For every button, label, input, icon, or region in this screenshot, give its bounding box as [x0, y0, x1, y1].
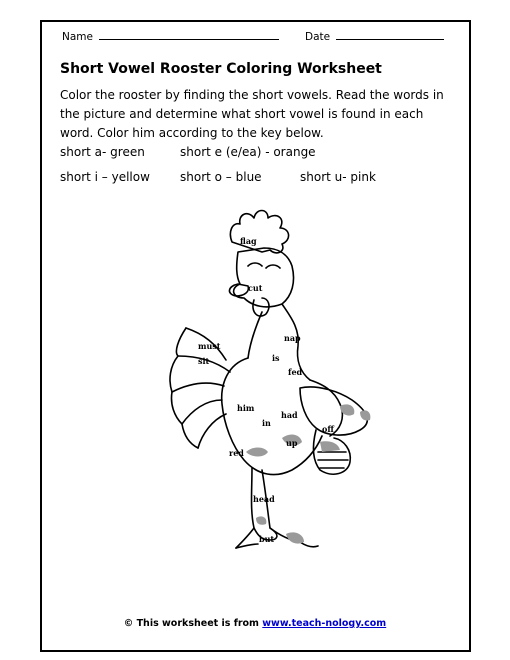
word-off: off	[322, 424, 334, 434]
word-in: in	[262, 418, 271, 428]
word-had: had	[281, 410, 298, 420]
key-short-i: short i – yellow	[60, 170, 150, 184]
word-nap: nap	[284, 333, 301, 343]
beak	[229, 284, 248, 296]
key-short-u: short u- pink	[300, 170, 376, 184]
word-fed: fed	[288, 367, 303, 377]
word-flag: flag	[240, 236, 257, 246]
footer-link[interactable]: www.teach-nology.com	[262, 618, 387, 629]
word-cut: cut	[248, 283, 263, 293]
footer-text: © This worksheet is from	[123, 618, 259, 629]
word-but: but	[259, 534, 275, 544]
instructions: Color the rooster by finding the short vowels. Read the words in the picture and determine what short vowel is found in each word. Color him according to the key below.	[60, 88, 444, 140]
word-him: him	[237, 403, 255, 413]
word-red: red	[229, 448, 244, 458]
footer	[0, 618, 510, 629]
worksheet-title: Short Vowel Rooster Coloring Worksheet	[60, 61, 382, 77]
date-label: Date	[305, 31, 331, 43]
name-label: Name	[62, 31, 93, 43]
word-is: is	[272, 353, 280, 363]
word-must: must	[198, 341, 221, 351]
key-short-e: short e (e/ea) - orange	[180, 145, 316, 159]
comb	[230, 211, 288, 253]
key-short-o: short o – blue	[180, 170, 262, 184]
word-sit: sit	[198, 356, 210, 366]
word-up: up	[286, 438, 298, 448]
word-head: head	[253, 494, 275, 504]
key-short-a: short a- green	[60, 145, 145, 159]
